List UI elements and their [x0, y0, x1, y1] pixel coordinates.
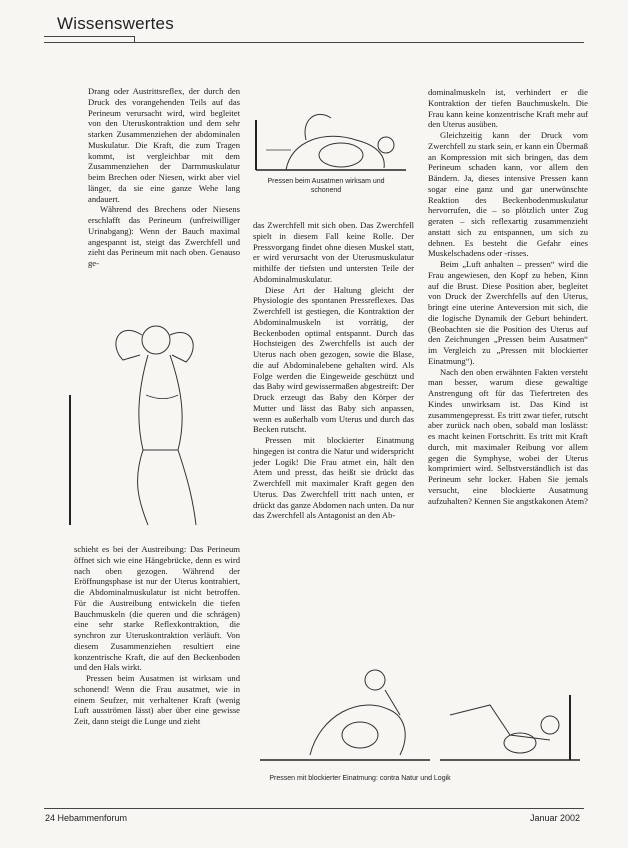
- section-title: Wissenswertes: [57, 14, 174, 33]
- col3-paragraph-3: Beim „Luft anhalten – pressen“ wird die Frau angewiesen, den Kopf zu heben, Kinn auf die Brust. Diese Position aber, begleitet von Druck der Zwerchfells auf den Uterus, bringt eine uterine Anteversion mit sich, die die logische Dynamik der Geburt behindert. (Beobachten sie die Position des Uterus auf den Zeichnungen „Pressen beim Ausatmen“ im Vergleich zu „Pressen mit blockierter Einatmung“).: [428, 259, 588, 366]
- figure-woman-drawing: [78, 300, 238, 530]
- col3-paragraph-1: dominalmuskeln ist, verhindert er die Kontraktion der tiefen Bauchmuskeln. Die Frau kann keine konzentrische Kraft mehr auf den Uterus ausüben.: [428, 87, 588, 130]
- figure-woman-stretching: [78, 300, 238, 530]
- col2-paragraph-2: Diese Art der Haltung gleicht der Physiologie des spontanen Pressreflexes. Das Zwerchfell ist gestiegen, die Kontraktion der Abdominalmuskeln ist vorrätig, der Beckenboden optimal entspannt. Durch das Hochsteigen des Zwerchfells ist auch der Uterus nach oben gezogen, sowie die Blase, die auf Abdominalebene gehalten wird. Als Folge werden die Eingeweide geschützt und das Baby wird gewissermaßen abgestreift: Der Druck erzeugt das Baby den Körper der Mutter und lässt das Baby sich anpassen, wenn es außerhalb vom Uterus und durch das Becken rutscht.: [253, 284, 414, 435]
- footer-date: Januar 2002: [530, 813, 581, 823]
- figure-blocked-inhale-caption: Pressen mit blockierter Einatmung: contra Natur und Logik: [269, 775, 451, 782]
- column-3: [428, 87, 588, 506]
- figure-blocked-inhale: [250, 655, 590, 770]
- col1-top-paragraph-1: Drang oder Austrittsreflex, der durch den Druck des vorangehenden Teils auf das Perineum verursacht wird, wird begleitet von den Uteruskontraktion und dem sehr starken Zusammenziehen der abdominalen Muskulatur. Die Kraft, die zum Tragen kommt, ist vergleichbar mit dem Zusammenziehen der Darmmuskulatur beim Brechen oder Niesen, wirkt aber viel länger, da sie eine ganze Wehe lang andauert.: [88, 86, 240, 204]
- col2-paragraph-3: Pressen mit blockierter Einatmung hingegen ist contra die Natur und widerspricht jeder Logik! Die Frau atmet ein, hält den Atem und presst, das heißt sie drückt das Zwerchfell mit maximaler Kraft gegen den Uterus. Das Zwerchfell tritt nach unten, er drückt das ganze Abdomen nach unten. Da nur das Zwerchfell als Antagonist an den Ab-: [253, 435, 414, 521]
- column-1-top: [88, 86, 240, 269]
- column-2: [253, 220, 414, 521]
- col1-bottom-paragraph-2: Pressen beim Ausatmen ist wirksam und schonend! Wenn die Frau ausatmet, wie in einem Seufzer, mit verhaltener Kraft (wenig Luft ausströmen lässt) aber über eine gewisse Zeit, dann steigt die Lunge und zieht: [74, 673, 240, 726]
- figure-exhale-caption: Pressen beim Ausatmen wirksam und schonend: [267, 178, 385, 194]
- header-rule: [44, 42, 584, 43]
- col1-top-paragraph-2: Während des Brechens oder Niesens erschlafft das Perineum (unfreiwilliger Urinabgang): Wenn der Bauch maximal angespannt ist, steigt das Zwerchfell und zieht das Perineum mit nach oben. Genauso ge-: [88, 204, 240, 268]
- col3-paragraph-4: Nach den oben erwähnten Fakten versteht man besser, warum diese gewaltige Anstrengung oft für das Tiefertreten des Kindes unwirksam ist. Das Kind ist zusammengepresst. Es tritt zwar tiefer, rutscht aber zurück nach oben, sobald man loslässt: es macht keinen Fortschritt. Es tritt mit Kraft durch, mit maximaler Reibung vor allem gegen die Symphyse, wobei der Uterus komprimiert wird. Selbstverständlich ist das Perineum sehr locker. Haben Sie jemals versucht, eine blockierte Ausatmung aufzuhalten? Kennen Sie angstkakonen Atem?: [428, 366, 588, 506]
- column-1-bottom: [74, 544, 240, 727]
- footer-page-journal: 24 Hebammenforum: [45, 813, 128, 823]
- figure-exhale-drawing: [246, 100, 416, 180]
- figure-exhale-pushing: [246, 100, 416, 180]
- col2-paragraph-1: das Zwerchfell mit sich oben. Das Zwerchfell spielt in diesem Fall keine Rolle. Der Pressvorgang findet ohne diesen Muskel statt, er wird verursacht von der Uterusmuskulatur mithilfe der tiefsten und untersten Teile der Abdominalmuskulatur.: [253, 220, 414, 284]
- figure-side-bar: [69, 395, 71, 525]
- figure-blocked-inhale-drawing: [250, 655, 590, 770]
- col3-paragraph-2: Gleichzeitig kann der Druck vom Zwerchfell zu stark sein, er kann ein Übermaß an Kompression mit sich bringen, das dem Perineum schaden kann, vor allem den Bändern. Ja, dieses intensive Pressen kann sogar eine ganz und gar unerwünschte Reaktion des Beckenbodenmuskulatur hervorrufen, die – so plötzlich unter Zug geraten – sich reflexartig zusammenzieht anstatt sich zu entspannen, um sich zu dehnen. Es besteht die Gefahr eines Muskelschadens oder -risses.: [428, 130, 588, 259]
- col1-bottom-paragraph-1: schieht es bei der Austreibung: Das Perineum öffnet sich wie eine Hängebrücke, denn es wird nach oben gezogen. Während der Eröffnungsphase ist nur der Uterus kontrahiert, die Abdominalmuskulatur ist nicht betroffen. Für die Austreibung entwickeln die tiefen Bauchmuskeln (die queren und die schrägen) eine sehr starke Reflexkontraktion, die synchron zur Uteruskontraktion verläuft. Von diesem Zusammenziehen resultiert eine konzentrische Kraft, die auf den Beckenboden und den Hals wirkt.: [74, 544, 240, 673]
- footer-rule: [44, 808, 584, 809]
